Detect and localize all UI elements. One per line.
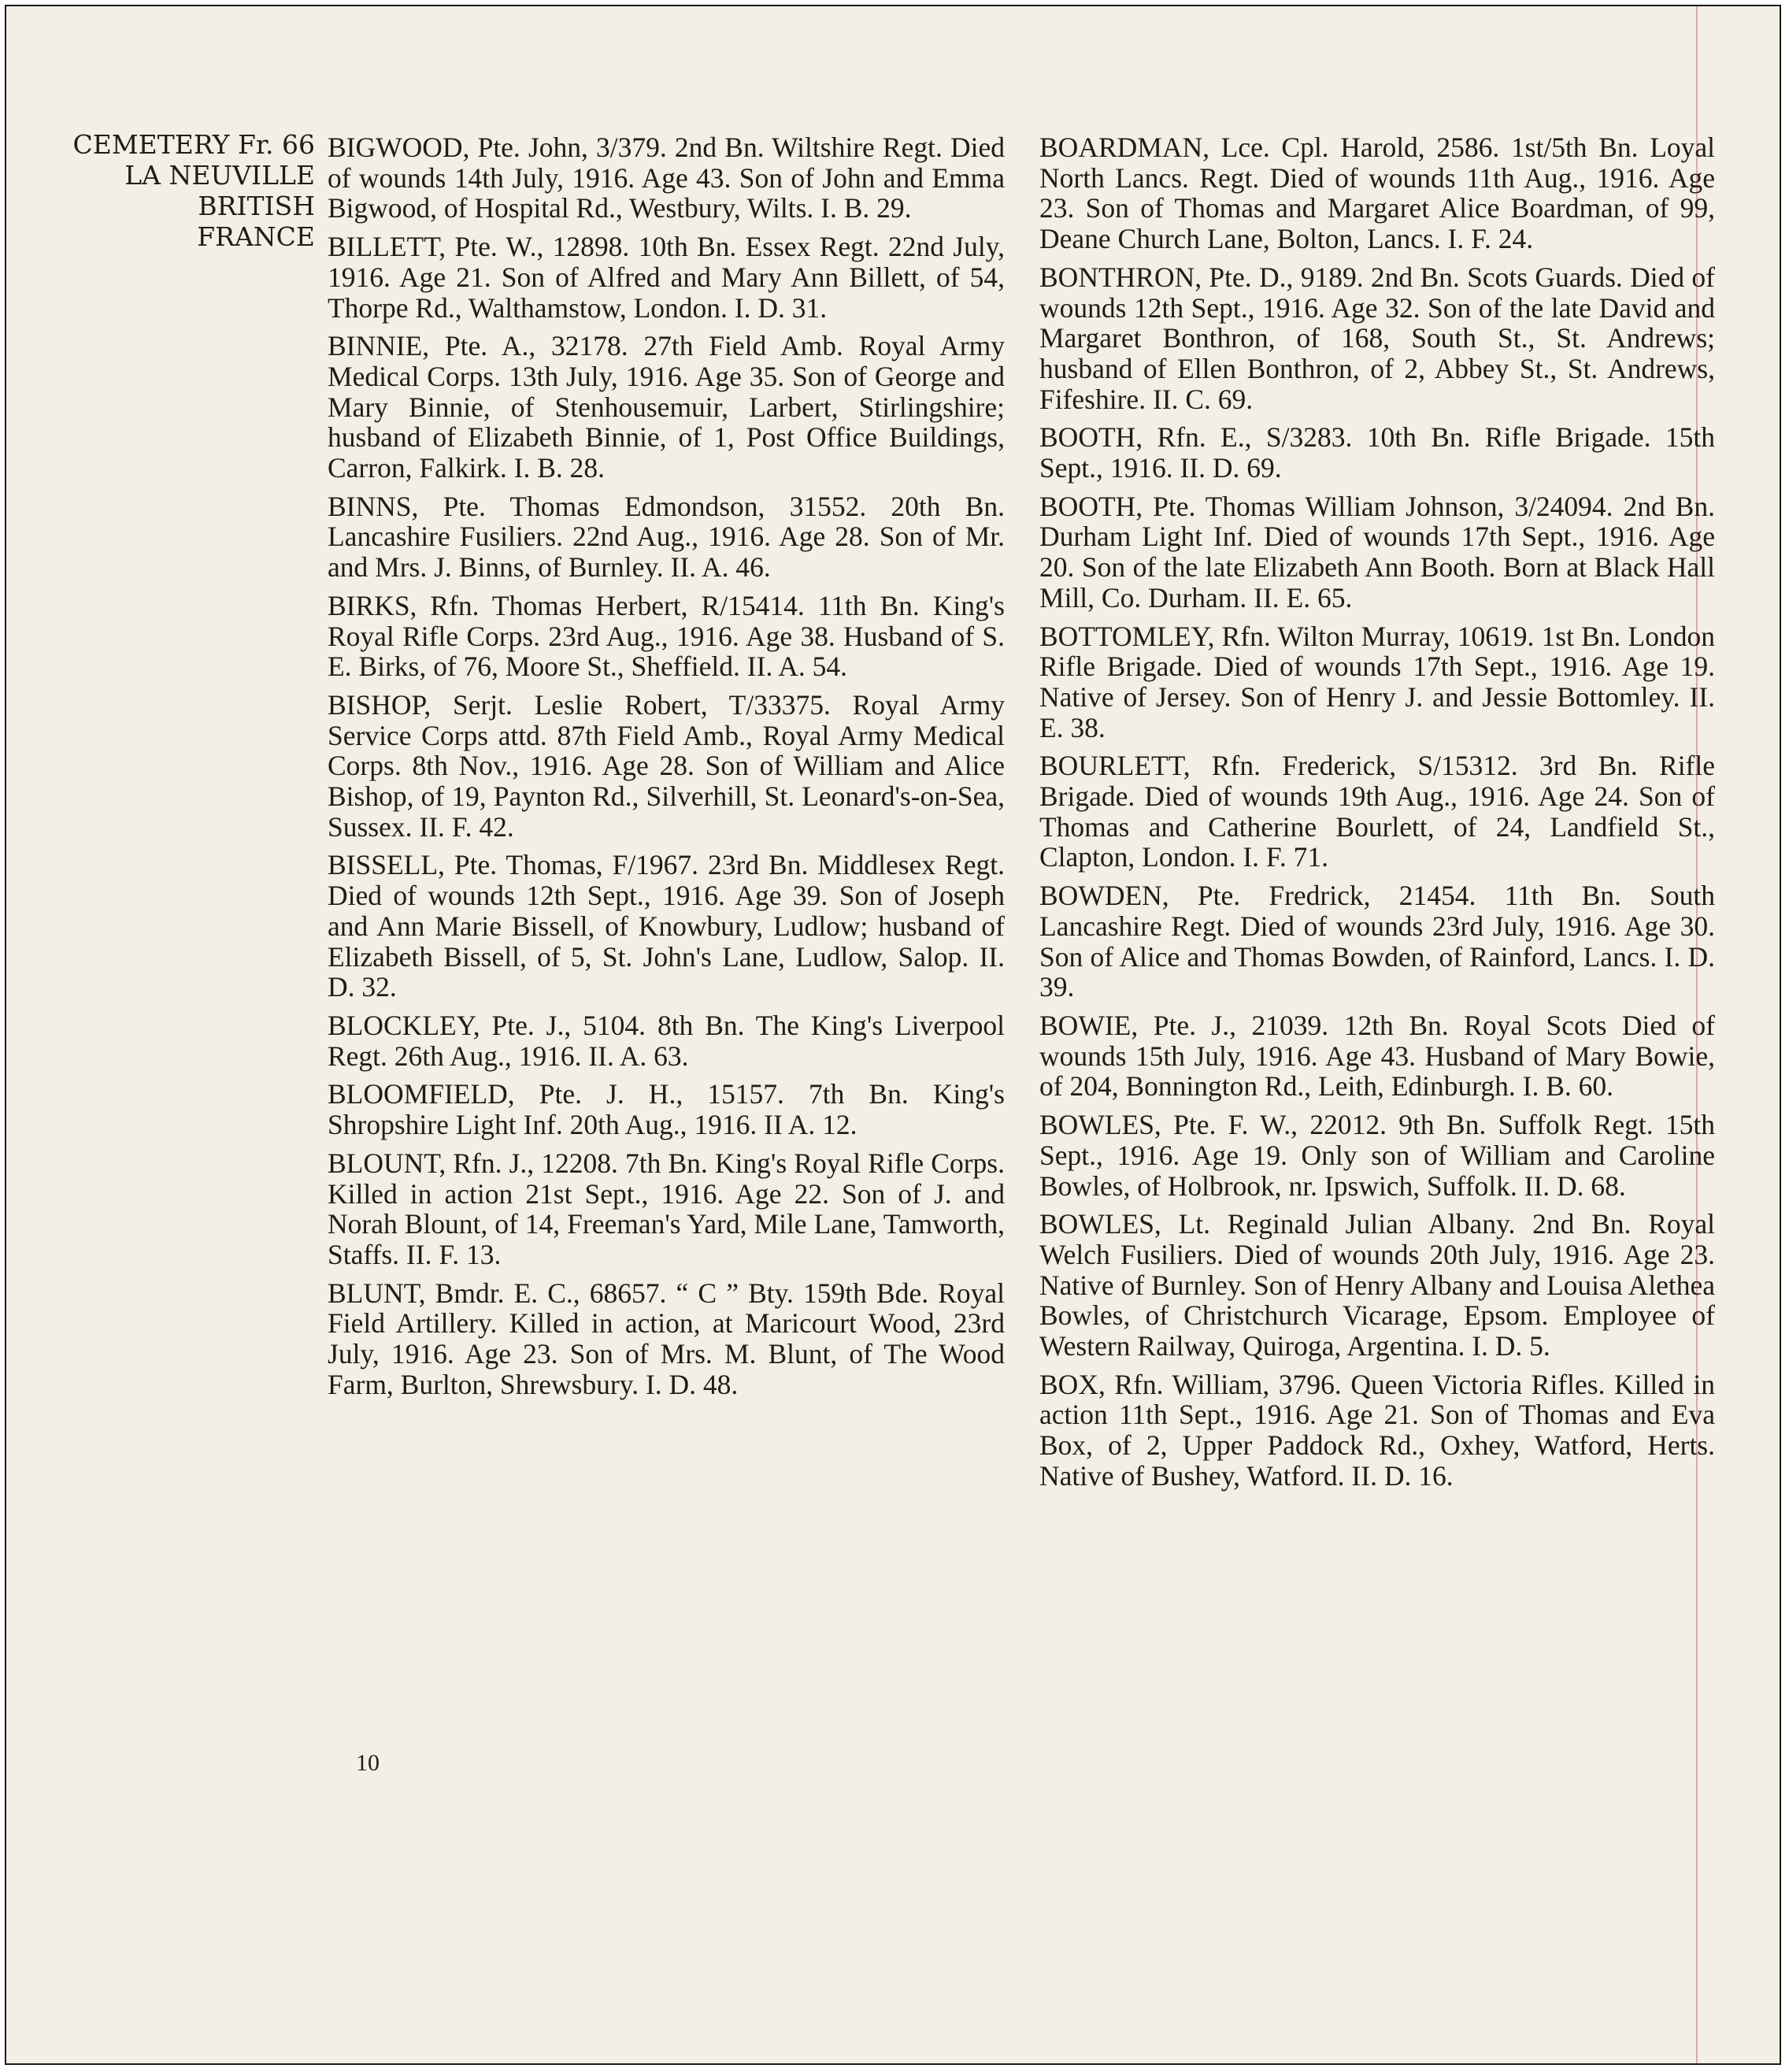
casualty-entry: BISHOP, Serjt. Leslie Robert, T/33375. Royal Army Service Corps attd. 87th Field Amb., Royal Army Medical Corps. 8th Nov., 1916. Age 28. Son of William and Alice Bishop, of 19, Paynton Rd., Silverhill, St. Leonard's-on-Sea, Sussex. II. F. 42. — [328, 688, 1005, 843]
cemetery-heading — [30, 129, 315, 252]
casualty-entry: BLOUNT, Rfn. J., 12208. 7th Bn. King's Royal Rifle Corps. Killed in action 21st Sept., 1916. Age 22. Son of J. and Norah Blount, of 14, Freeman's Yard, Mile Lane, Tamworth, Staffs. II. F. 13. — [328, 1147, 1005, 1270]
heading-line: LA NEUVILLE — [124, 160, 315, 191]
casualty-entry: BINNS, Pte. Thomas Edmondson, 31552. 20th Bn. Lancashire Fusiliers. 22nd Aug., 1916. Age 28. Son of Mr. and Mrs. J. Binns, of Burnley. II. A. 46. — [328, 490, 1005, 584]
casualty-entry: BISSELL, Pte. Thomas, F/1967. 23rd Bn. Middlesex Regt. Died of wounds 12th Sept., 1916. Age 39. Son of Joseph and Ann Marie Bissell, of Knowbury, Ludlow; husband of Elizabeth Bissell, of 5, St. John's Lane, Ludlow, Salop. II. D. 32. — [328, 849, 1005, 1003]
casualty-entry: BOOTH, Rfn. E., S/3283. 10th Bn. Rifle Brigade. 15th Sept., 1916. II. D. 69. — [1039, 421, 1715, 484]
casualty-entry: BOWLES, Pte. F. W., 22012. 9th Bn. Suffolk Regt. 15th Sept., 1916. Age 19. Only son of William and Caroline Bowles, of Holbrook, nr. Ipswich, Suffolk. II. D. 68. — [1039, 1109, 1715, 1202]
document-page — [5, 5, 1781, 2065]
casualty-entry: BOWIE, Pte. J., 21039. 12th Bn. Royal Scots Died of wounds 15th July, 1916. Age 43. Husband of Mary Bowie, of 204, Bonnington Rd., Leith, Edinburgh. I. B. 60. — [1039, 1009, 1715, 1103]
casualty-entry: BLOCKLEY, Pte. J., 5104. 8th Bn. The King's Liverpool Regt. 26th Aug., 1916. II. A. 63. — [328, 1009, 1005, 1072]
casualty-entry: BINNIE, Pte. A., 32178. 27th Field Amb. Royal Army Medical Corps. 13th July, 1916. Age 35. Son of George and Mary Binnie, of Stenhousemuir, Larbert, Stirlingshire; husband of Elizabeth Binnie, of 1, Post Office Buildings, Carron, Falkirk. I. B. 28. — [328, 330, 1005, 484]
casualty-entry: BIGWOOD, Pte. John, 3/379. 2nd Bn. Wiltshire Regt. Died of wounds 14th July, 1916. Age 43. Son of John and Emma Bigwood, of Hospital Rd., Westbury, Wilts. I. B. 29. — [328, 132, 1005, 224]
casualty-entry: BOARDMAN, Lce. Cpl. Harold, 2586. 1st/5th Bn. Loyal North Lancs. Regt. Died of wounds 11th Aug., 1916. Age 23. Son of Thomas and Margaret Alice Boardman, of 99, Deane Church Lane, Bolton, Lancs. I. F. 24. — [1039, 132, 1715, 255]
casualty-entry: BOURLETT, Rfn. Frederick, S/15312. 3rd Bn. Rifle Brigade. Died of wounds 19th Aug., 1916. Age 24. Son of Thomas and Catherine Bourlett, of 24, Landfield St., Clapton, London. I. F. 71. — [1039, 750, 1715, 873]
casualty-entry: BOX, Rfn. William, 3796. Queen Victoria Rifles. Killed in action 11th Sept., 1916. Age 21. Son of Thomas and Eva Box, of 2, Upper Paddock Rd., Oxhey, Watford, Herts. Native of Bushey, Watford. II. D. 16. — [1039, 1368, 1715, 1492]
casualty-entry: BOWLES, Lt. Reginald Julian Albany. 2nd Bn. Royal Welch Fusiliers. Died of wounds 20th July, 1916. Age 23. Native of Burnley. Son of Henry Albany and Louisa Alethea Bowles, of Christchurch Vicarage, Epsom. Employee of Western Railway, Quiroga, Argentina. I. D. 5. — [1039, 1208, 1715, 1362]
casualty-entry: BLOOMFIELD, Pte. J. H., 15157. 7th Bn. King's Shropshire Light Inf. 20th Aug., 1916. II A. 12. — [328, 1078, 1005, 1141]
left-column — [328, 132, 1005, 1407]
casualty-entry: BLUNT, Bmdr. E. C., 68657. “ C ” Bty. 159th Bde. Royal Field Artillery. Killed in action, at Maricourt Wood, 23rd July, 1916. Age 23. Son of Mrs. M. Blunt, of The Wood Farm, Burlton, Shrewsbury. I. D. 48. — [328, 1277, 1005, 1400]
casualty-entry: BOWDEN, Pte. Fredrick, 21454. 11th Bn. South Lancashire Regt. Died of wounds 23rd July, 1916. Age 30. Son of Alice and Thomas Bowden, of Rainford, Lancs. I. D. 39. — [1039, 880, 1715, 1003]
casualty-entry: BIRKS, Rfn. Thomas Herbert, R/15414. 11th Bn. King's Royal Rifle Corps. 23rd Aug., 1916. Age 38. Husband of S. E. Birks, of 76, Moore St., Sheffield. II. A. 54. — [328, 589, 1005, 683]
casualty-entry: BOTTOMLEY, Rfn. Wilton Murray, 10619. 1st Bn. London Rifle Brigade. Died of wounds 17th Sept., 1916. Age 19. Native of Jersey. Son of Henry J. and Jessie Bottomley. II. E. 38. — [1039, 620, 1715, 743]
heading-line: BRITISH — [198, 191, 315, 221]
heading-line: CEMETERY Fr. 66 — [72, 129, 315, 160]
casualty-entry: BILLETT, Pte. W., 12898. 10th Bn. Essex Regt. 22nd July, 1916. Age 21. Son of Alfred and Mary Ann Billett, of 54, Thorpe Rd., Walthamstow, London. I. D. 31. — [328, 231, 1005, 324]
page-number: 10 — [356, 1750, 380, 1776]
casualty-entry: BOOTH, Pte. Thomas William Johnson, 3/24094. 2nd Bn. Durham Light Inf. Died of wounds 17th Sept., 1916. Age 20. Son of the late Elizabeth Ann Booth. Born at Black Hall Mill, Co. Durham. II. E. 65. — [1039, 490, 1715, 613]
right-column — [1039, 132, 1715, 1499]
heading-line: FRANCE — [197, 221, 315, 252]
casualty-entry: BONTHRON, Pte. D., 9189. 2nd Bn. Scots Guards. Died of wounds 12th Sept., 1916. Age 32. Son of the late David and Margaret Bonthron, of 168, South St., St. Andrews; husband of Ellen Bonthron, of 2, Abbey St., St. Andrews, Fifeshire. II. C. 69. — [1039, 261, 1715, 415]
